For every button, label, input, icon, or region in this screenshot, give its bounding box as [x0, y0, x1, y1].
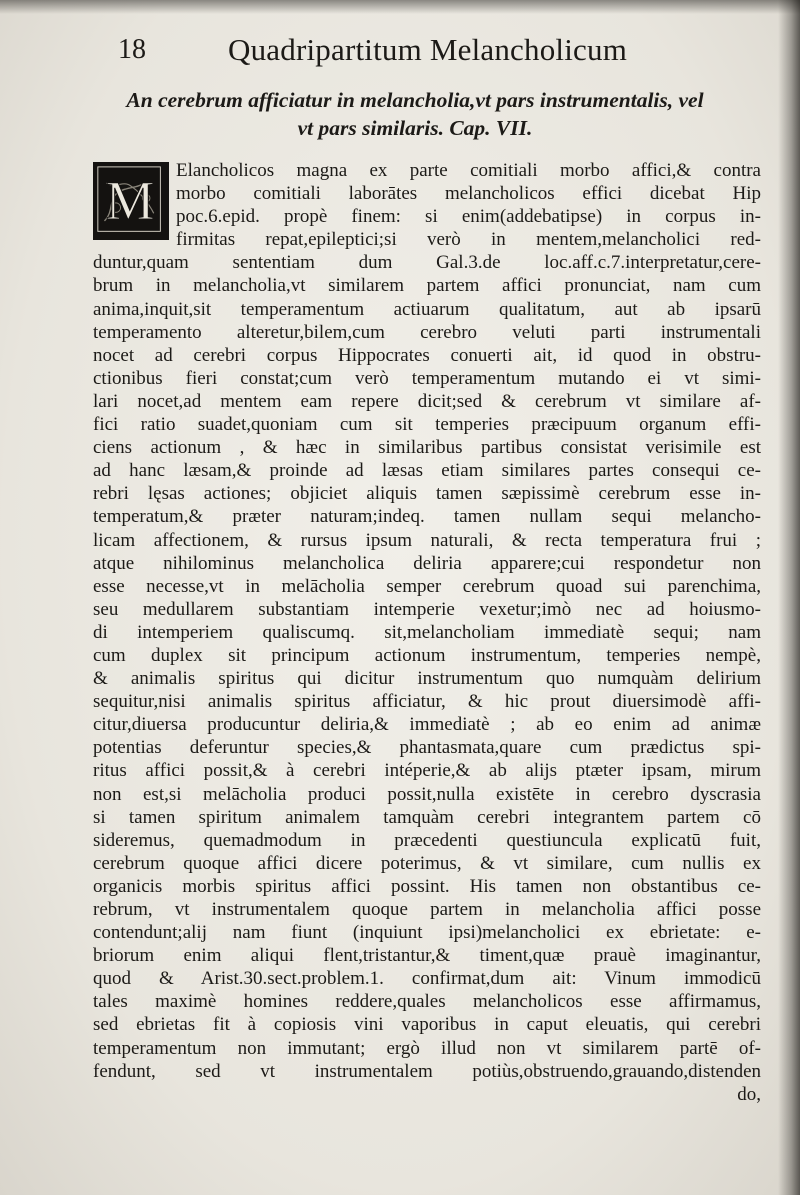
body-line: duntur,quam sententiam dum Gal.3.de loc.aff.c.7.interpretatur,cere- — [93, 252, 761, 274]
body-line: briorum enim aliqui flent,tristantur,& timent,quæ prauè imaginantur, — [93, 945, 761, 967]
body-line: sed ebrietas fit à copiosis vini vaporibus in caput eleuatis, qui cerebri — [93, 1014, 761, 1036]
body-line: ctionibus fieri constat;cum verò temperamentum mutando ei vt simi- — [93, 367, 761, 389]
body-line: temperamento alteretur,bilem,cum cerebro veluti parti instrumentali — [93, 321, 761, 343]
body-line: organicis morbis spiritus affici possint. His tamen non obstantibus ce- — [93, 875, 761, 897]
body-line: & animalis spiritus qui dicitur instrumentum quo numquàm delirium — [93, 668, 761, 690]
body-line: lari nocet,ad mentem eam repere dicit;sed & cerebrum vt similare af- — [93, 390, 761, 412]
body-line: Elancholicos magna ex parte comitiali morbo affici,& contra — [176, 160, 761, 181]
body-line: temperatum,& præter naturam;indeq. tamen nullam sequi melancho- — [93, 506, 761, 528]
running-head — [118, 30, 678, 70]
body-line: poc.6.epid. propè finem: si enim(addebatipse) in corpus in- — [176, 206, 761, 228]
body-line: brum in melancholia,vt similarem partem affici pronunciat, nam cum — [93, 275, 761, 297]
chapter-heading — [95, 86, 735, 142]
page-number: 18 — [118, 34, 146, 65]
body-line: nocet ad cerebri corpus Hippocrates conuerti ait, id quod in obstru- — [93, 344, 761, 366]
body-line: rebri lęsas actiones; objiciet aliquis tamen sæpissimè cerebrum esse in- — [93, 483, 761, 505]
body-line: esse necesse,vt in melācholia semper cerebrum quoad sui parenchima, — [93, 575, 761, 597]
body-line: citur,diuersa producuntur deliria,& immediatè ; ab eo enim ad animæ — [93, 714, 761, 736]
body-line: cerebrum quoque affici dicere poterimus, & vt similare, cum nullis ex — [93, 852, 761, 874]
page-top-shadow — [0, 0, 800, 14]
body-line: potentias deferuntur species,& phantasmata,quare cum prædictus spi- — [93, 737, 761, 759]
body-line: atque nihilominus melancholica deliria apparere;cui respondetur non — [93, 552, 761, 574]
body-line: licam affectionem, & rursus ipsum naturali, & recta temperatura frui ; — [93, 529, 761, 551]
body-line: si tamen spiritum animalem tamquàm cerebri integrantem partem cō — [93, 806, 761, 828]
body-line: contendunt;alij nam fiunt (inquiunt ipsi)melancholici ex ebrietate: e- — [93, 922, 761, 944]
body-line: fendunt, sed vt instrumentalem potiùs,obstruendo,grauando,distenden — [93, 1060, 761, 1082]
body-line: sequitur,nisi animalis spiritus afficiatur, & hic prout diuersimodè affi- — [93, 691, 761, 713]
body-line: temperamentum non immutant; ergò illud non vt similarem partē of- — [93, 1037, 761, 1059]
svg-text:M: M — [105, 170, 155, 231]
body-line: rebrum, vt instrumentalem quoque partem in melancholia affici posse — [93, 899, 761, 920]
page-right-shadow — [778, 0, 800, 1195]
body-line: do, — [737, 1083, 761, 1105]
body-line: di intemperiem qualiscumq. sit,melancholiam immediatè sequi; nam — [93, 621, 761, 643]
body-line: cum duplex sit principum actionum instrumentum, temperies nempè, — [93, 644, 761, 666]
body-line: anima,inquit,sit temperamentum actiuarum qualitatum, aut ab ipsarū — [93, 298, 761, 320]
body-line: sideremus, quemadmodum in præcedenti questiuncula explicatū fuit, — [93, 829, 761, 851]
body-line: morbo comitiali laborātes melancholicos effici dicebat Hip — [176, 183, 761, 205]
body-line: fici ratio suadet,quoniam cum sit temperies præcipuum organum effi- — [93, 414, 761, 436]
body-line: firmitas repat,epileptici;si verò in mentem,melancholici red- — [176, 229, 761, 251]
body-line: ad hanc læsam,& proinde ad læsas etiam similares partes consequi ce- — [93, 460, 761, 482]
body-text — [93, 159, 761, 1106]
body-line: ritus affici possit,& à cerebri intéperie,& ab alijs ptæter ipsam, mirum — [93, 760, 761, 782]
running-title: Quadripartitum Melancholicum — [228, 32, 628, 67]
body-line: quod & Arist.30.sect.problem.1. confirmat,dum ait: Vinum immodicū — [93, 968, 761, 990]
chapter-heading-line-1: An cerebrum afficiatur in melancholia,vt pars instrumentalis, vel — [126, 88, 704, 112]
body-line: non est,si melācholia produci possit,nulla existēte in cerebro dyscrasia — [93, 783, 761, 805]
body-line: tales maximè homines reddere,quales melancholicos esse affirmamus, — [93, 991, 761, 1013]
chapter-heading-line-2: vt pars similaris. Cap. VII. — [297, 116, 533, 140]
body-line: ciens actionum , & hæc in similaribus partibus consistat verisimile est — [93, 437, 761, 459]
body-line: seu medullarem substantiam intemperie vexetur;imò nec ad hoiusmo- — [93, 598, 761, 620]
